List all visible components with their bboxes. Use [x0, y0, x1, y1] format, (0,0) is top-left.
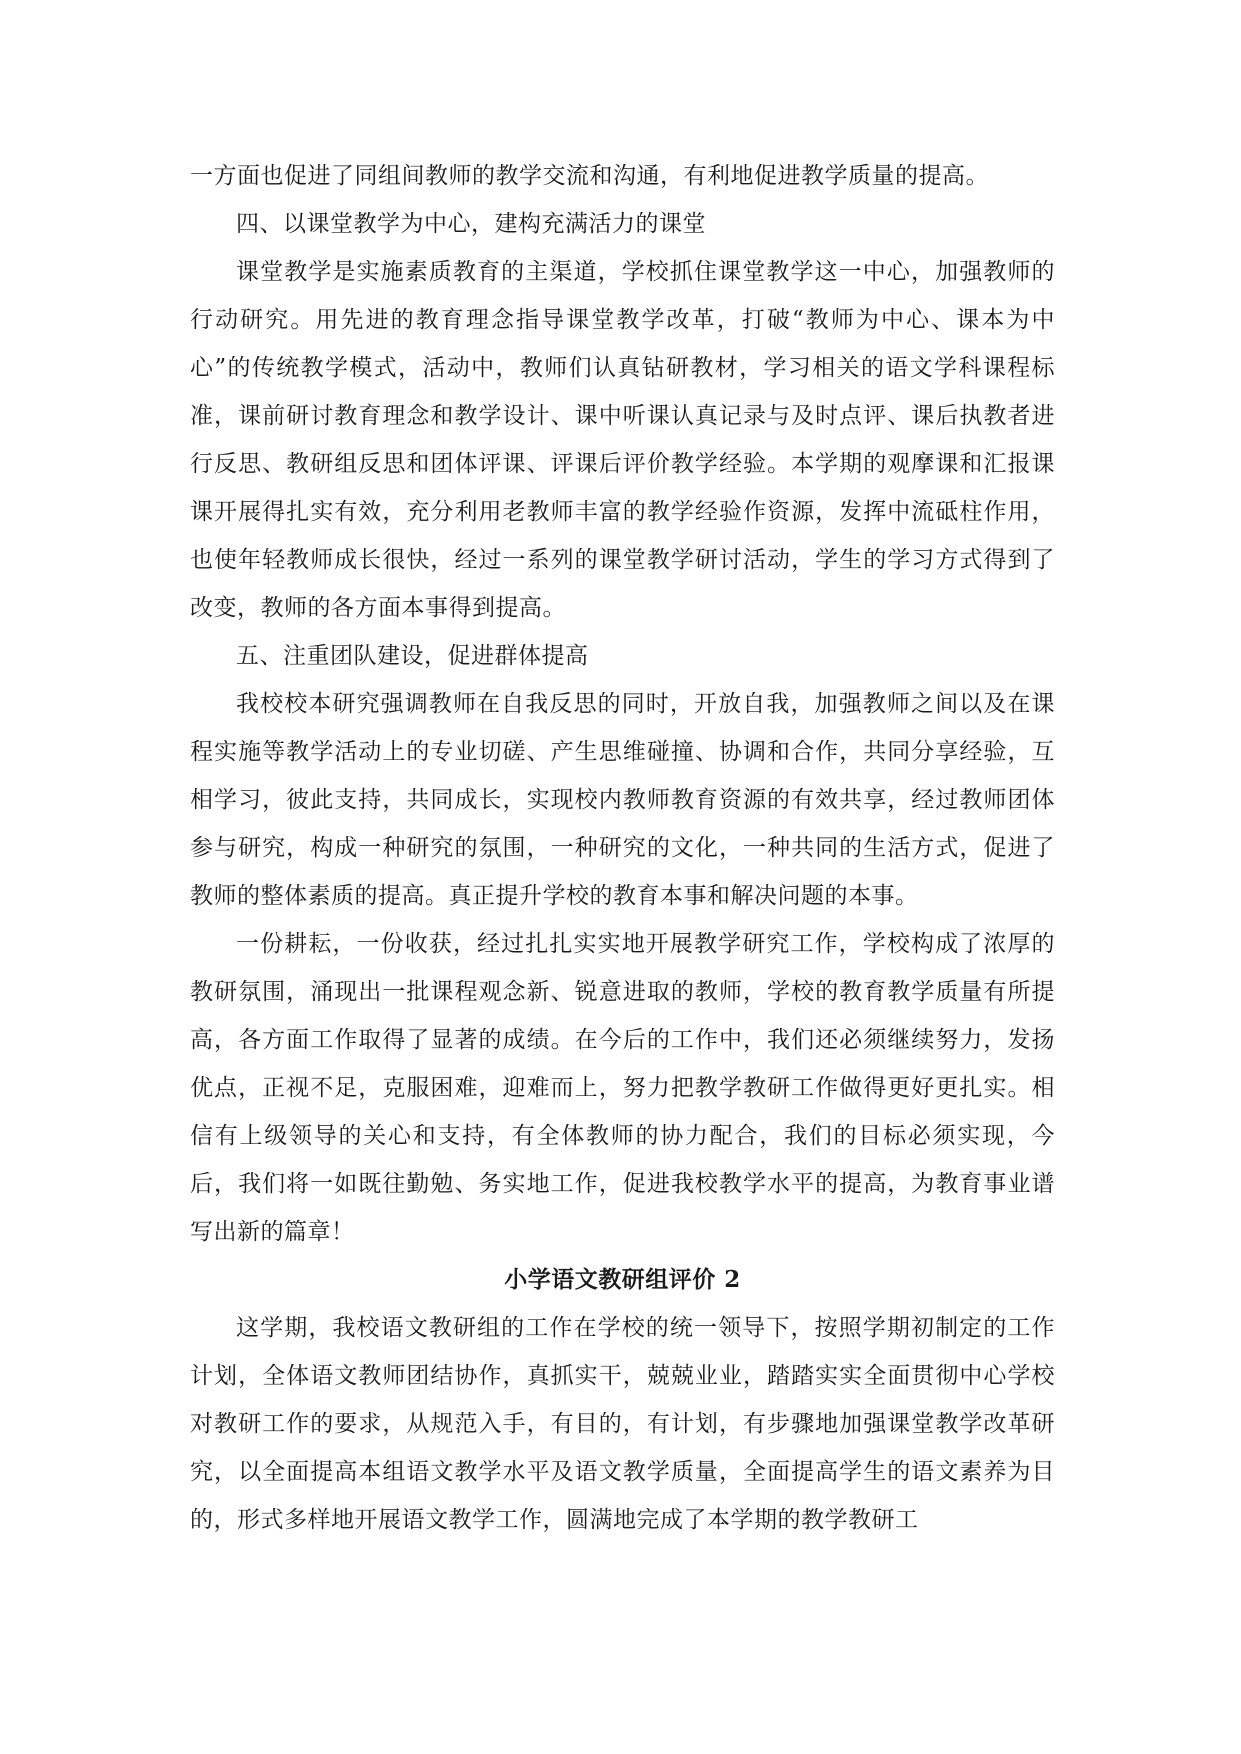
document-title: 小学语文教研组评价 2	[504, 1266, 741, 1293]
paragraph-intro-evaluation-2: 这学期，我校语文教研组的工作在学校的统一领导下，按照学期初制定的工作计划，全体语文教师团结协作，真抓实干，兢兢业业，踏踏实实全面贯彻中心学校对教研工作的要求，从规范入手，有目的，有计划，有步骤地加强课堂教学改革研究，以全面提高本组语文教学水平及语文教学质量，全面提高学生的语文素养为目的，形式多样地开展语文教学工作，圆满地完成了本学期的教学教研工	[190, 1315, 1055, 1533]
section-heading-four: 四、以课堂教学为中心，建构充满活力的课堂	[236, 211, 706, 237]
document-page	[190, 152, 1055, 1544]
paragraph-continuation: 一方面也促进了同组间教师的教学交流和沟通，有利地促进教学质量的提高。	[190, 163, 989, 189]
section-heading-five: 五、注重团队建设，促进群体提高	[236, 643, 589, 669]
paragraph-classroom-teaching: 课堂教学是实施素质教育的主渠道，学校抓住课堂教学这一中心，加强教师的行动研究。用先进的教育理念指导课堂教学改革，打破“教师为中心、课本为中心”的传统教学模式，活动中，教师们认真钻研教材，学习相关的语文学科课程标准，课前研讨教育理念和教学设计、课中听课认真记录与及时点评、课后执教者进行反思、教研组反思和团体评课、评课后评价教学经验。本学期的观摩课和汇报课课开展得扎实有效，充分利用老教师丰富的教学经验作资源，发挥中流砥柱作用，也使年轻教师成长很快，经过一系列的课堂教学研讨活动，学生的学习方式得到了改变，教师的各方面本事得到提高。	[190, 259, 1055, 621]
paragraph-team-building: 我校校本研究强调教师在自我反思的同时，开放自我，加强教师之间以及在课程实施等教学活动上的专业切磋、产生思维碰撞、协调和合作，共同分享经验，互相学习，彼此支持，共同成长，实现校内教师教育资源的有效共享，经过教师团体参与研究，构成一种研究的氛围，一种研究的文化，一种共同的生活方式，促进了教师的整体素质的提高。真正提升学校的教育本事和解决问题的本事。	[190, 691, 1055, 909]
paragraph-conclusion: 一份耕耘，一份收获，经过扎扎实实地开展教学研究工作，学校构成了浓厚的教研氛围，涌现出一批课程观念新、锐意进取的教师，学校的教育教学质量有所提高，各方面工作取得了显著的成绩。在今后的工作中，我们还必须继续努力，发扬优点，正视不足，克服困难，迎难而上，努力把教学教研工作做得更好更扎实。相信有上级领导的关心和支持，有全体教师的协力配合，我们的目标必须实现，今后，我们将一如既往勤勉、务实地工作，促进我校教学水平的提高，为教育事业谱写出新的篇章！	[190, 931, 1055, 1245]
